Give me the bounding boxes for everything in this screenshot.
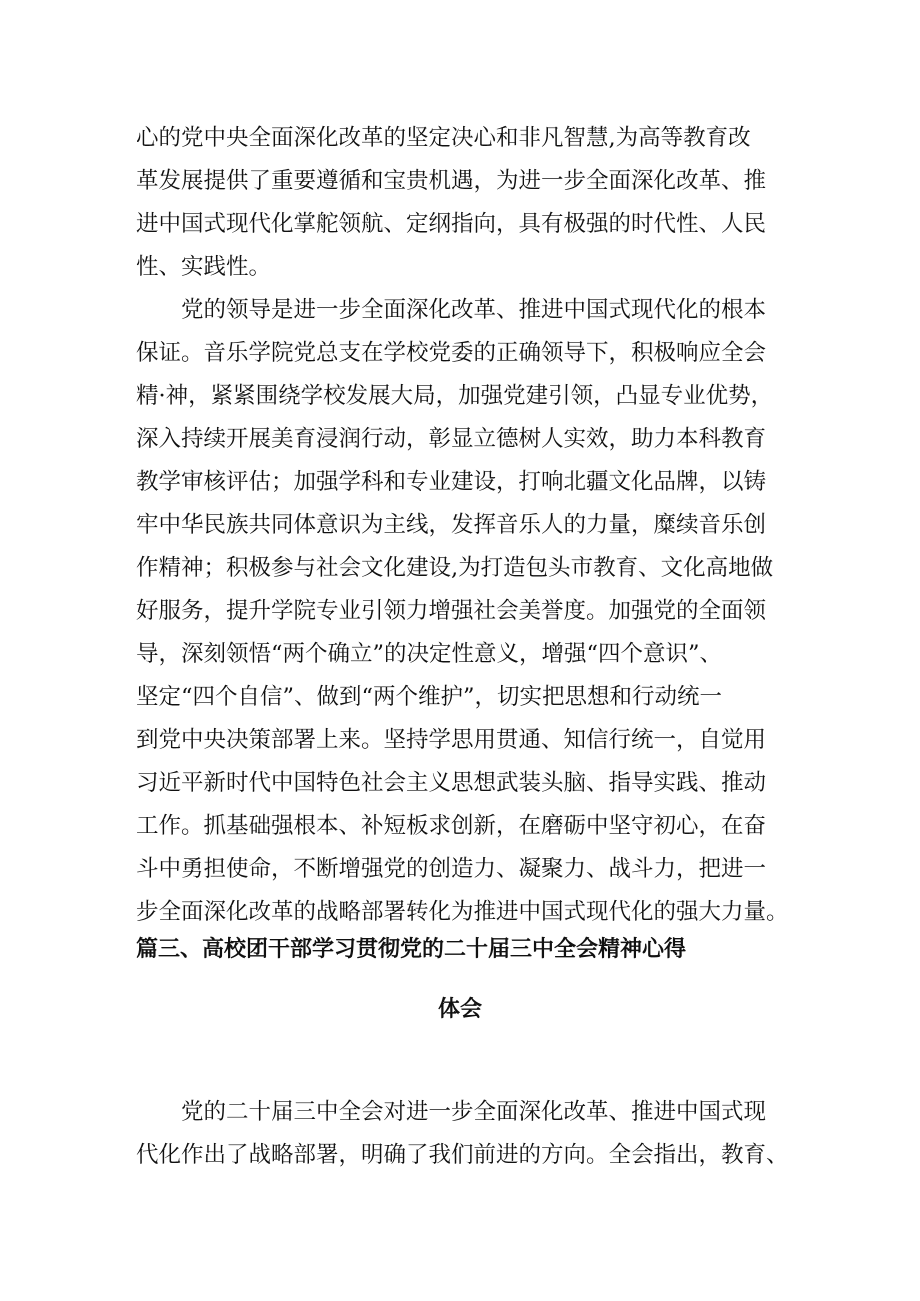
paragraph-1-line-3: 进中国式现代化掌舵领航、定纲指向，具有极强的时代性、人民 [136,211,767,237]
paragraph-2-line-7: 作精神；积极参与社会文化建设,为打造包头市教育、文化高地做 [136,555,774,581]
paragraph-2-line-8: 好服务，提升学院专业引领力增强社会美誉度。加强党的全面领 [136,598,767,624]
paragraph-3-line-1: 党的二十届三中全会对进一步全面深化改革、推进中国式现 [181,1099,767,1125]
paragraph-3-line-2: 代化作出了战略部署，明确了我们前进的方向。全会指出，教育、 [136,1142,789,1168]
paragraph-1-line-2: 革发展提供了重要遵循和宝贵机遇，为进一步全面深化改革、推 [136,168,767,194]
paragraph-2-line-5: 教学审核评估；加强学科和专业建设，打响北疆文化品牌，以铸 [136,469,767,495]
paragraph-1-line-1: 心的党中央全面深化改革的坚定决心和非凡智慧,为高等教育改 [136,125,751,151]
paragraph-2-line-12: 习近平新时代中国特色社会主义思想武装头脑、指导实践、推动 [136,770,767,796]
paragraph-2-line-15: 步全面深化改革的战略部署转化为推进中国式现代化的强大力量。 [136,899,789,925]
paragraph-2-line-1: 党的领导是进一步全面深化改革、推进中国式现代化的根本 [181,297,767,323]
paragraph-2-line-11: 到党中央决策部署上来。坚持学思用贯通、知信行统一，自觉用 [136,727,767,753]
paragraph-2-line-3: 精·神，紧紧围绕学校发展大局，加强党建引领，凸显专业优势， [136,383,774,409]
section-heading: 篇三、高校团干部学习贯彻党的二十届三中全会精神心得 [136,937,687,962]
paragraph-2-line-13: 工作。抓基础强根本、补短板求创新，在磨砺中坚守初心，在奋 [136,813,767,839]
paragraph-1-line-4: 性、实践性。 [136,254,272,280]
paragraph-2-line-14: 斗中勇担使命，不断增强党的创造力、凝聚力、战斗力，把进一 [136,856,767,882]
paragraph-2-line-9: 导，深刻领悟“两个确立”的决定性意义，增强“四个意识”、 [136,641,723,667]
section-heading-continuation: 体会 [437,997,482,1022]
paragraph-2-line-6: 牢中华民族共同体意识为主线，发挥音乐人的力量，糜续音乐创 [136,512,767,538]
paragraph-2-line-10: 坚定“四个自信”、做到“两个维护”，切实把思想和行动统一 [136,684,723,710]
paragraph-2-line-2: 保证。音乐学院党总支在学校党委的正确领导下，积极响应全会 [136,340,767,366]
paragraph-2-line-4: 深入持续开展美育浸润行动，彰显立德树人实效，助力本科教育 [136,426,767,452]
